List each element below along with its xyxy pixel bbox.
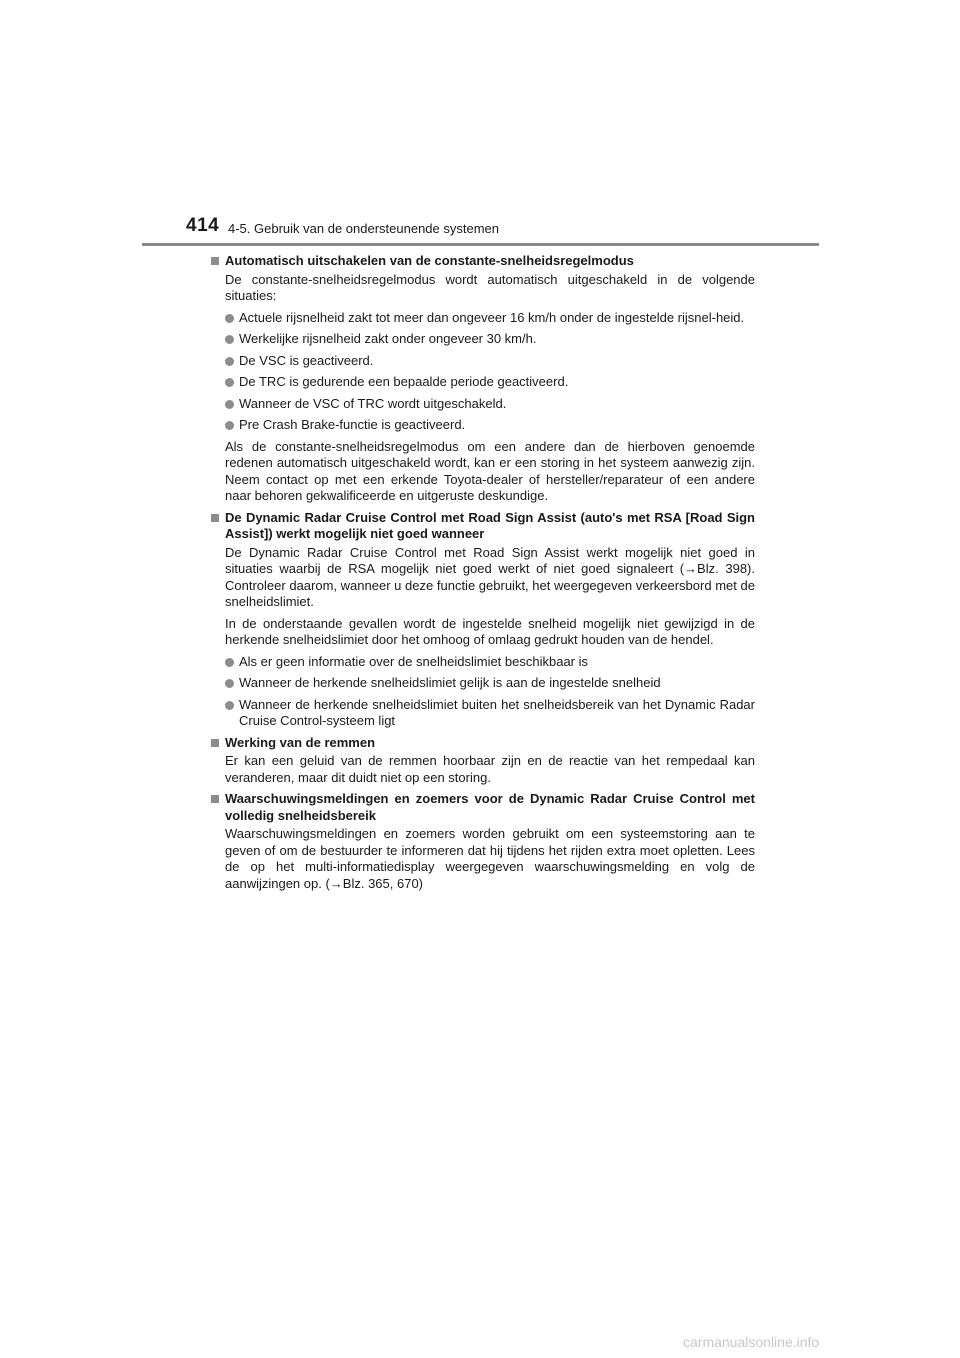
circle-bullet-icon [225, 701, 234, 710]
watermark: carmanualsonline.info [683, 1334, 820, 1350]
page-number: 414 [186, 215, 220, 236]
bullet-item [225, 353, 755, 370]
bullet-item [225, 310, 755, 327]
circle-bullet-icon [225, 400, 234, 409]
square-bullet-icon [211, 514, 219, 522]
bullet-text: Pre Crash Brake-functie is geactiveerd. [239, 417, 466, 432]
bullet-item [225, 417, 755, 434]
section-heading [210, 253, 755, 270]
section-heading-text: Werking van de remmen [225, 734, 376, 750]
section-heading-text: Automatisch uitschakelen van de constante-snelheidsregelmodus [225, 253, 634, 268]
bullet-text: Actuele rijsnelheid zakt tot meer dan ongeveer 16 km/h onder de ingestelde rijsnel-heid. [239, 309, 745, 325]
bullet-text: Wanneer de VSC of TRC wordt uitgeschakeld. [239, 395, 507, 411]
section [210, 510, 755, 730]
chapter-title: 4-5. Gebruik van de ondersteunende systemen [228, 221, 500, 236]
paragraph: De Dynamic Radar Cruise Control met Road Sign Assist werkt mogelijk niet goed in situaties waarbij de RSA mogelijk niet goed werkt of niet goed signaleert (→Blz. 398). Controleer daarom, wanneer u deze functie gebruikt, het weergegeven verkeersbord met de snelheidslimiet. [225, 544, 755, 609]
section-heading-text: Waarschuwingsmeldingen en zoemers voor de Dynamic Radar Cruise Control met volledig snelheidsbereik [225, 791, 755, 823]
paragraph: Waarschuwingsmeldingen en zoemers worden gebruikt om een systeemstoring aan te geven of om de bestuurder te informeren dat hij tijdens het rijden extra moet opletten. Lees de op het multi-informatiedisplay weergegeven waarschuwingsmelding en volg de aanwijzingen op. (→Blz. 365, 670) [225, 826, 755, 891]
bullet-text: De TRC is gedurende een bepaalde periode geactiveerd. [239, 374, 569, 389]
circle-bullet-icon [225, 378, 234, 387]
bullet-item [225, 331, 755, 348]
circle-bullet-icon [225, 314, 234, 323]
bullet-item [225, 396, 755, 413]
bullet-text: Wanneer de herkende snelheidslimiet gelijk is aan de ingestelde snelheid [239, 675, 661, 690]
paragraph: Er kan een geluid van de remmen hoorbaar zijn en de reactie van het rempedaal kan veranderen, maar dit duidt niet op een storing. [225, 753, 755, 785]
circle-bullet-icon [225, 679, 234, 688]
bullet-item [225, 675, 755, 692]
bullet-item [225, 374, 755, 391]
square-bullet-icon [211, 257, 219, 265]
section-heading [210, 791, 755, 824]
bullet-item [225, 697, 755, 730]
section [210, 253, 755, 505]
square-bullet-icon [211, 739, 219, 747]
bullet-item [225, 654, 755, 671]
circle-bullet-icon [225, 335, 234, 344]
circle-bullet-icon [225, 421, 234, 430]
section-heading [210, 510, 755, 543]
bullet-text: De VSC is geactiveerd. [239, 352, 374, 368]
section [210, 735, 755, 787]
page-header [0, 0, 960, 250]
paragraph: De constante-snelheidsregelmodus wordt automatisch uitgeschakeld in de volgende situaties: [225, 271, 755, 303]
header-divider [142, 243, 819, 246]
paragraph: Als de constante-snelheidsregelmodus om een andere dan de hierboven genoemde redenen automatisch uitgeschakeld wordt, kan er een storing in het systeem aanwezig zijn. Neem contact op met een erkende Toyota-dealer of hersteller/reparateur of een andere naar behoren gekwalificeerde en uitgeruste deskundige. [225, 438, 755, 503]
bullet-text: Wanneer de herkende snelheidslimiet buiten het snelheidsbereik van het Dynamic Radar Cruise Control-systeem ligt [239, 696, 755, 728]
section-heading [210, 735, 755, 752]
square-bullet-icon [211, 795, 219, 803]
page-content [210, 253, 755, 897]
bullet-text: Als er geen informatie over de snelheidslimiet beschikbaar is [239, 653, 589, 669]
paragraph: In de onderstaande gevallen wordt de ingestelde snelheid mogelijk niet gewijzigd in de herkende snelheidslimiet door het omhoog of omlaag gedrukt houden van de hendel. [225, 615, 755, 647]
section [210, 791, 755, 892]
bullet-text: Werkelijke rijsnelheid zakt onder ongeveer 30 km/h. [239, 331, 537, 346]
circle-bullet-icon [225, 357, 234, 366]
section-heading-text: De Dynamic Radar Cruise Control met Road Sign Assist (auto's met RSA [Road Sign Assist]) werkt mogelijk niet goed wanneer [225, 509, 755, 541]
circle-bullet-icon [225, 658, 234, 667]
